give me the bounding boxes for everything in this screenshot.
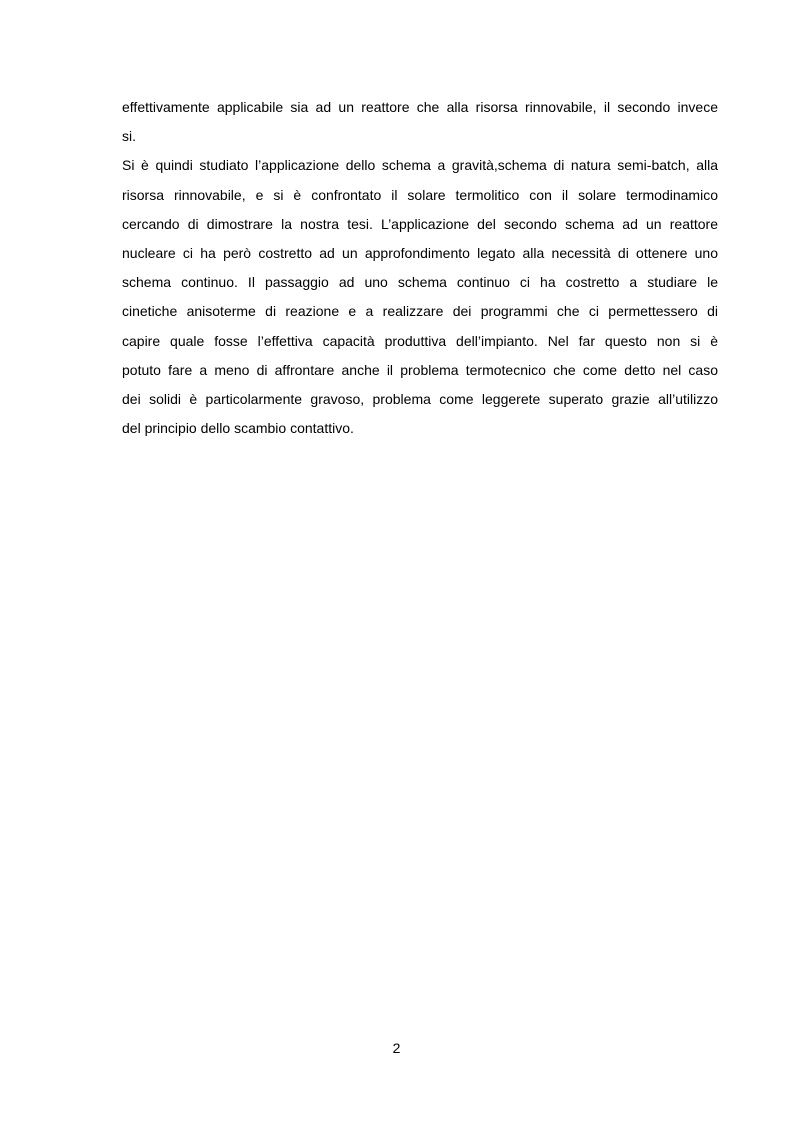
text-line: risorsa rinnovabile, e si è confrontato il solare termolitico con il solare termodinamico — [122, 186, 718, 203]
text-line: capire quale fosse l’effettiva capacità produttiva dell’impianto. Nel far questo non si è — [122, 332, 718, 349]
text-line: nucleare ci ha però costretto ad un approfondimento legato alla necessità di ottenere uno — [122, 244, 718, 261]
body-paragraph — [122, 93, 718, 443]
text-line: si. — [122, 128, 136, 145]
text-line: dei solidi è particolarmente gravoso, problema come leggerete superato grazie all’utilizzo — [122, 390, 718, 407]
text-line: effettivamente applicabile sia ad un reattore che alla risorsa rinnovabile, il secondo invece — [122, 99, 718, 115]
text-line: Si è quindi studiato l’applicazione dello schema a gravità,schema di natura semi-batch, alla — [122, 157, 718, 174]
text-line: del principio dello scambio contattivo. — [122, 420, 354, 437]
text-line: potuto fare a meno di affrontare anche il problema termotecnico che come detto nel caso — [122, 361, 718, 378]
text-line: schema continuo. Il passaggio ad uno schema continuo ci ha costretto a studiare le — [122, 274, 718, 291]
page-number: 2 — [392, 1040, 401, 1056]
text-line: cercando di dimostrare la nostra tesi. L’applicazione del secondo schema ad un reattore — [122, 215, 718, 232]
text-line: cinetiche anisoterme di reazione e a realizzare dei programmi che ci permettessero di — [122, 303, 718, 320]
